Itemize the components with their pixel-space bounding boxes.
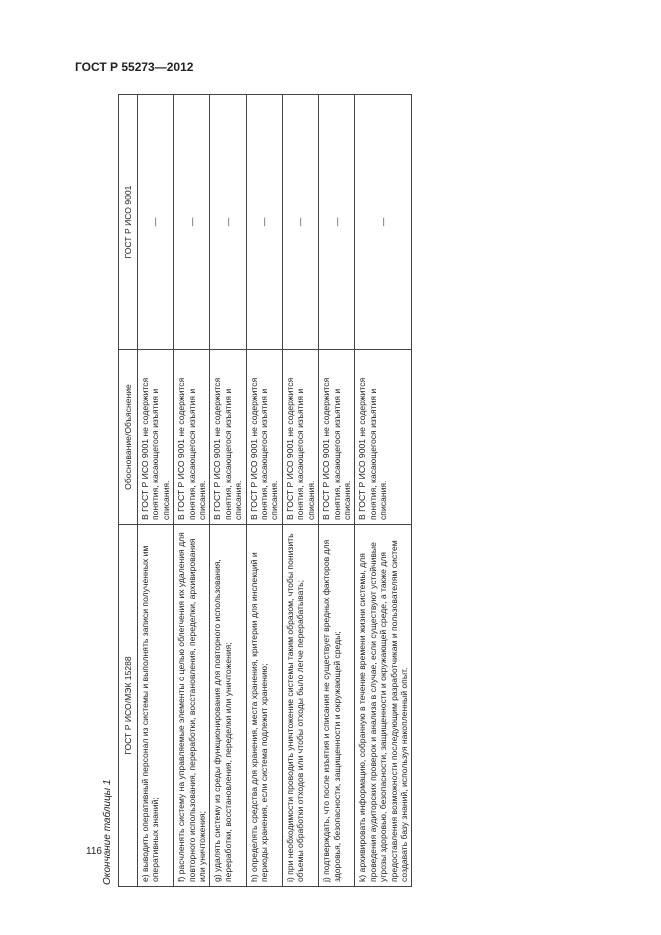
rotated-table-block (94, 94, 466, 887)
reason-cell: В ГОСТ Р ИСО 9001 не содержится понятия, касающегося изъятия и списания. (319, 350, 355, 525)
requirement-cell: g) удалять систему из среды функционирования для повторного использования, переработки, восстановления, переделки или уничтожения; (210, 525, 246, 887)
iso9001-cell: — (355, 95, 412, 350)
column-header-reason: Обоснование/Объяснение (119, 350, 138, 525)
reason-cell: В ГОСТ Р ИСО 9001 не содержится понятия, касающегося изъятия и списания. (174, 350, 210, 525)
iso9001-cell: — (319, 95, 355, 350)
table-row (355, 95, 412, 887)
table-row (319, 95, 355, 887)
table-row (210, 95, 246, 887)
column-header-iso9001: ГОСТ Р ИСО 9001 (119, 95, 138, 350)
requirement-cell: i) при необходимости проводить уничтожение системы таким образом, чтобы понизить объемы обработки отходов или чтобы отходы было легче перерабатывать; (282, 525, 318, 887)
iso9001-cell: — (174, 95, 210, 350)
reason-cell: В ГОСТ Р ИСО 9001 не содержится понятия, касающегося изъятия и списания. (355, 350, 412, 525)
iso9001-cell: — (282, 95, 318, 350)
requirement-cell: e) выводить оперативный персонал из системы и выполнять записи полученных им оперативных знаний; (138, 525, 174, 887)
requirement-cell: j) подтверждать, что после изъятия и списания не существует вредных факторов для здоровья, безопасности, защищенности и окружающей среды; (319, 525, 355, 887)
document-header: ГОСТ Р 55273—2012 (75, 60, 194, 74)
reason-cell: В ГОСТ Р ИСО 9001 не содержится понятия, касающегося изъятия и списания. (246, 350, 282, 525)
table-row (138, 95, 174, 887)
requirement-cell: k) архивировать информацию, собранную в течение времени жизни системы, для проведения аудиторских проверок и анализа в случае, если существуют устойчивые угрозы здоровью, безопасности, защищенности и окружающей среде, а также для предоставления возможности последующим разработчикам и пользователям систем создавать базу знаний, используя накопленный опыт. (355, 525, 412, 887)
page-number: 116 (86, 846, 102, 857)
table-row (282, 95, 318, 887)
iso9001-cell: — (138, 95, 174, 350)
iso9001-cell: — (210, 95, 246, 350)
iso9001-cell: — (246, 95, 282, 350)
table-caption: Окончание таблицы 1 (102, 779, 113, 885)
requirement-cell: h) определять средства для хранения, места хранения, критерии для инспекций и периоды хранения, если система подлежит хранению; (246, 525, 282, 887)
table-row (174, 95, 210, 887)
reason-cell: В ГОСТ Р ИСО 9001 не содержится понятия, касающегося изъятия и списания. (282, 350, 318, 525)
table-row (246, 95, 282, 887)
table-header-row (119, 95, 138, 887)
reason-cell: В ГОСТ Р ИСО 9001 не содержится понятия, касающегося изъятия и списания. (138, 350, 174, 525)
column-header-iso15288: ГОСТ Р ИСО/МЭК 15288 (119, 525, 138, 887)
requirement-cell: f) расчленять систему на управляемые элементы с целью облегчения их удаления для повторного использования, переработки, восстановления, переделки, архивирования или уничтожения; (174, 525, 210, 887)
reason-cell: В ГОСТ Р ИСО 9001 не содержится понятия, касающегося изъятия и списания. (210, 350, 246, 525)
comparison-table (118, 94, 412, 887)
